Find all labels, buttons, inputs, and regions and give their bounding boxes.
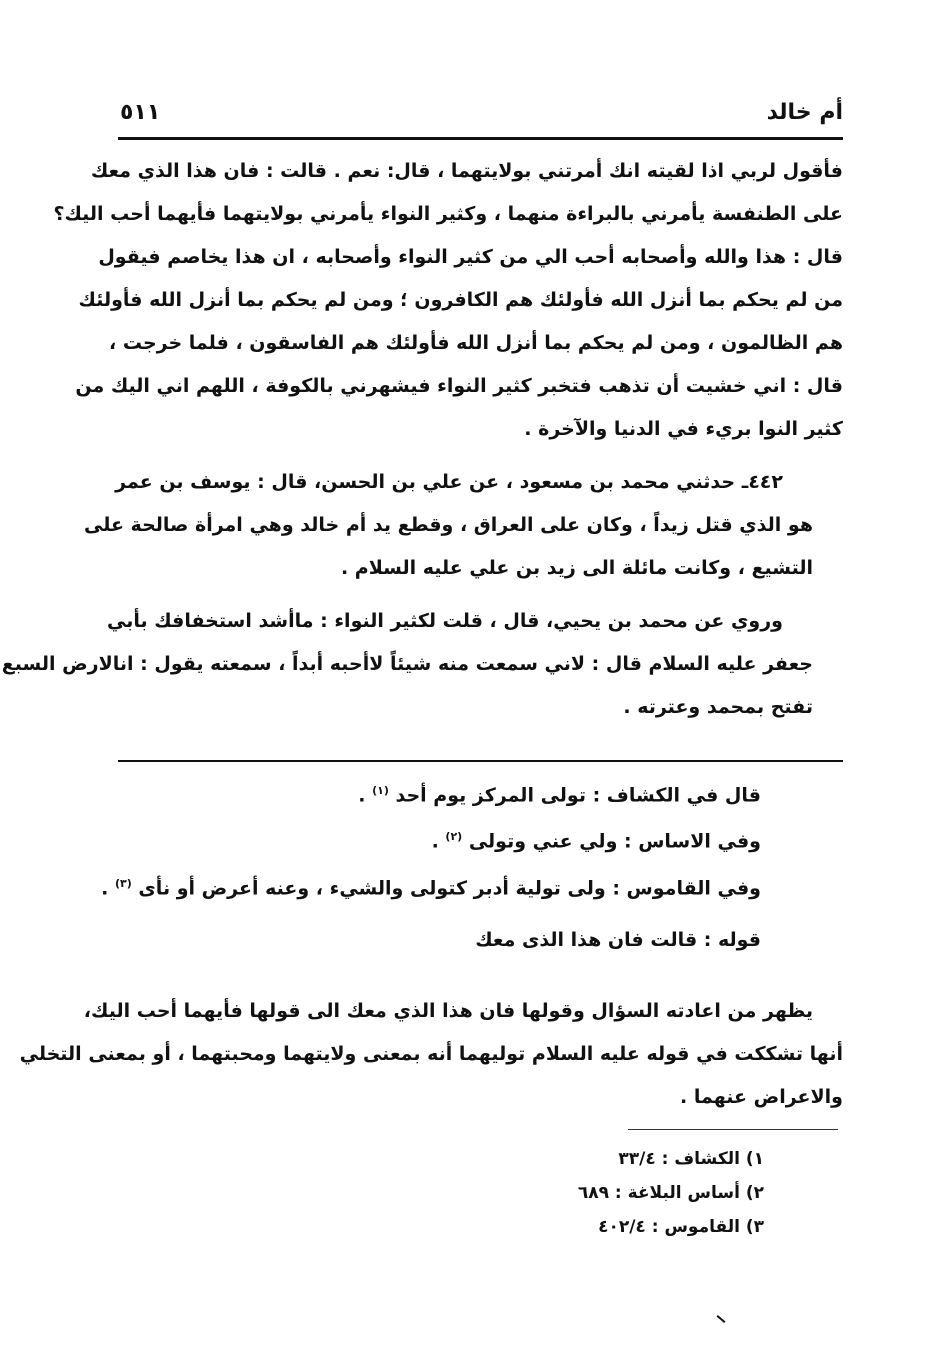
running-title: أم خالد — [766, 99, 843, 125]
commentary-text: وفي القاموس : ولى تولية أدبر كتولى والشيء ، وعنه أعرض أو نأى — [138, 876, 761, 899]
footnotes — [578, 1142, 764, 1244]
text-line: أنها تشككت في قوله عليه السلام توليهما أنه بمعنى ولايتهما ومحبتهما ، أو بمعنى التخلي — [19, 1043, 843, 1065]
text-line: جعفر عليه السلام قال : لاني سمعت منه شيئاً لاأحبه أبداً ، سمعته يقول : انالارض السبع — [1, 653, 813, 675]
commentary-discussion — [19, 990, 843, 1119]
commentary-heading: قوله : قالت فان هذا الذى معك — [475, 928, 761, 951]
text-line: تفتح بمحمد وعترته . — [623, 696, 813, 718]
paragraph-1 — [53, 150, 843, 451]
text-line: وروي عن محمد بن يحيي، قال ، قلت لكثير النواء : ماأشد استخفافك بأبي — [107, 610, 783, 632]
commentary-line — [101, 863, 761, 909]
footnote-separator — [628, 1129, 838, 1130]
main-text — [1, 150, 843, 729]
period: . — [101, 876, 115, 899]
header-rule — [118, 137, 843, 140]
footnote-ref[interactable]: (٣) — [114, 876, 132, 890]
text-line: على الطنفسة يأمرني بالبراءة منهما ، وكثير النواء يأمرني بولايتهما فأيهما أحب اليك؟ — [53, 203, 843, 225]
text-line: هم الظالمون ، ومن لم يحكم بما أنزل الله فأولئك هم الفاسقون ، فلما خرجت ، — [109, 332, 843, 354]
commentary-line — [118, 770, 761, 816]
footnote-ref[interactable]: (١) — [372, 784, 389, 797]
period: . — [431, 830, 446, 853]
footnote-item: ٢) أساس البلاغة : ٦٨٩ — [577, 1183, 764, 1203]
text-line: قال : اني خشيت أن تذهب فتخبر كثير النواء فيشهرني بالكوفة ، اللهم اني اليك من — [75, 375, 843, 397]
commentary-separator — [118, 760, 843, 762]
text-line: فأقول لربي اذا لقيته انك أمرتني بولايتهما ، قال: نعم . قالت : فان هذا الذي معك — [90, 160, 843, 182]
commentary-text: قال في الكشاف : تولى المركز يوم أحد — [395, 784, 761, 807]
commentary-text: وفي الاساس : ولي عني وتولى — [468, 830, 761, 853]
text-line: التشيع ، وكانت مائلة الى زيد بن علي عليه السلام . — [340, 557, 813, 579]
commentary-block — [101, 770, 761, 961]
footnote-item: ١) الكشاف : ٣٣/٤ — [618, 1149, 764, 1169]
running-header — [120, 92, 843, 132]
commentary-line — [118, 816, 761, 862]
text-line: والاعراض عنهما . — [680, 1086, 843, 1108]
period: . — [358, 784, 373, 807]
text-line: قال : هذا والله وأصحابه أحب الي من كثير النواء وأصحابه ، ان هذا يخاصم فيقول — [98, 246, 843, 268]
text-line: هو الذي قتل زيداً ، وكان على العراق ، وقطع يد أم خالد وهي امرأة صالحة على — [83, 514, 813, 536]
paragraph-3 — [1, 600, 843, 729]
paragraph-2 — [83, 461, 843, 590]
page-number: ٥١١ — [120, 99, 161, 125]
text-line: ٤٤٢ـ حدثني محمد بن مسعود ، عن علي بن الحسن، قال : يوسف بن عمر — [115, 471, 783, 493]
text-line: من لم يحكم بما أنزل الله فأولئك هم الكافرون ؛ ومن لم يحكم بما أنزل الله فأولئك — [78, 289, 843, 311]
text-line: يظهر من اعادته السؤال وقولها فان هذا الذي معك الى قولها فأيهما أحب اليك، — [83, 1000, 813, 1022]
text-line: كثير النوا بريء في الدنيا والآخرة . — [524, 418, 843, 440]
footnote-ref[interactable]: (٢) — [445, 830, 463, 844]
footnote-item: ٣) القاموس : ٤٠٢/٤ — [598, 1217, 764, 1237]
stray-scan-mark — [717, 1315, 726, 1323]
